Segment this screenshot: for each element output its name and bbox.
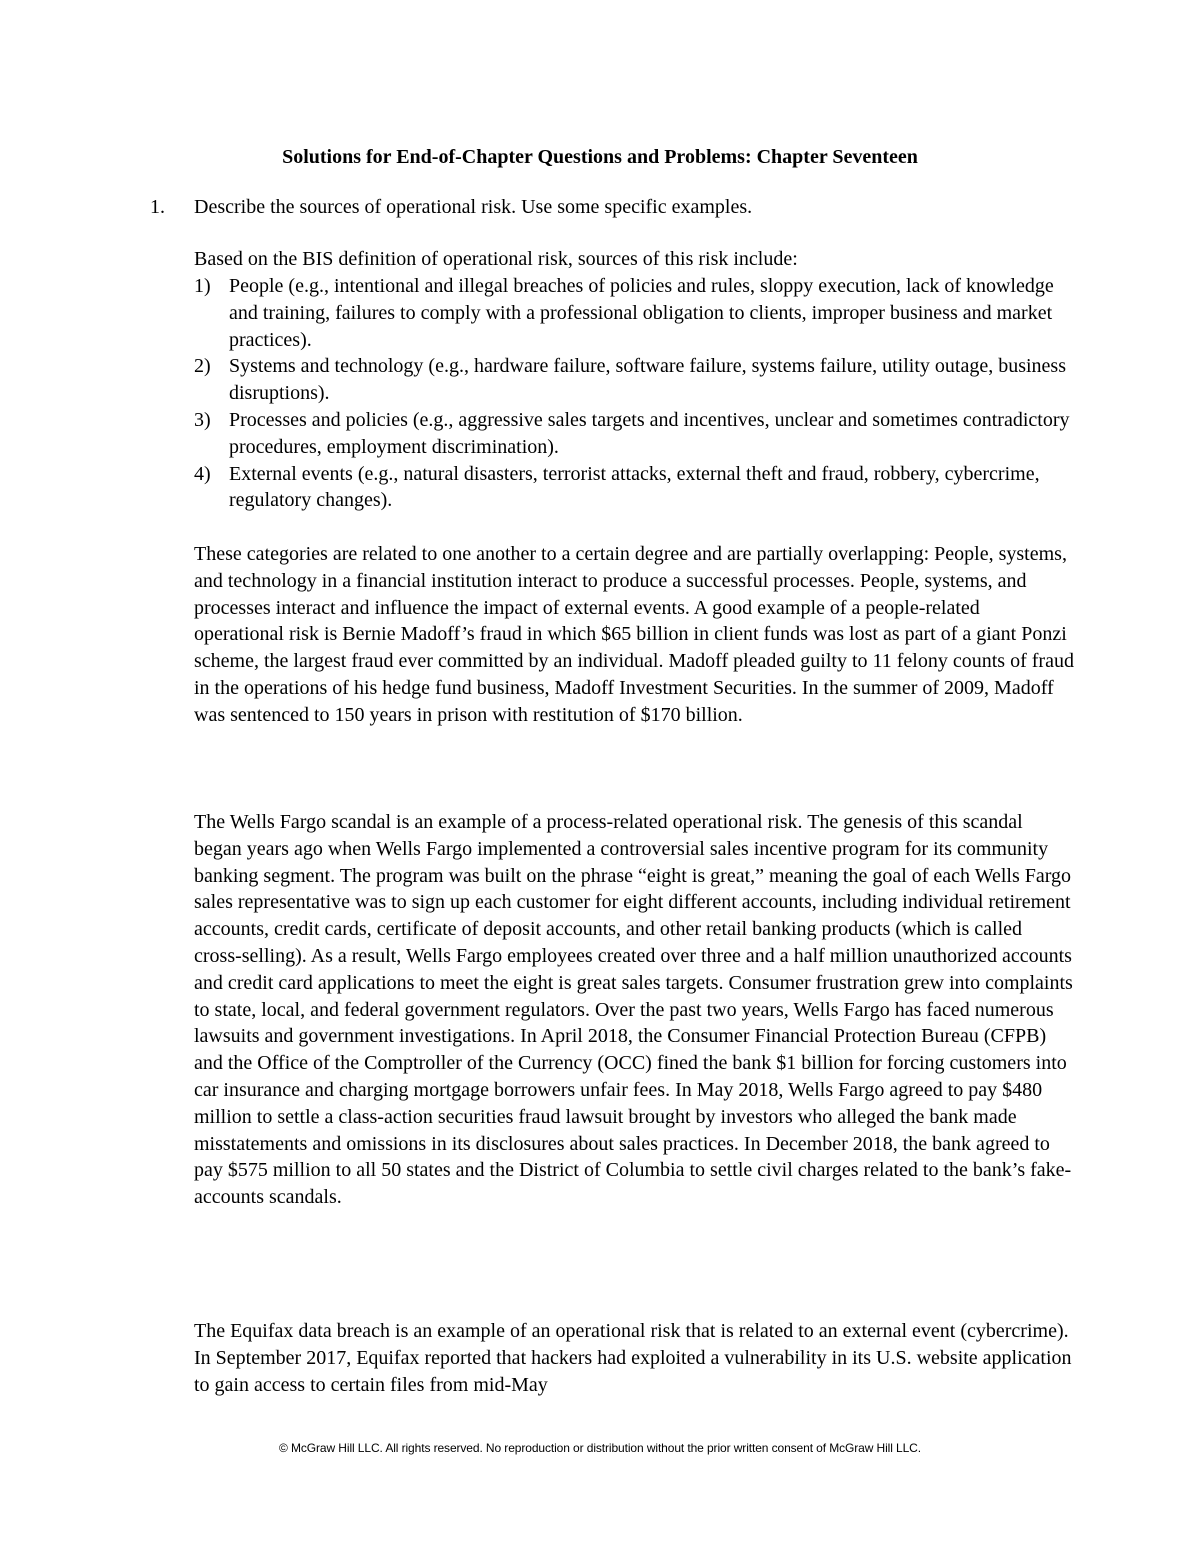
page-title: Solutions for End-of-Chapter Questions and Problems: Chapter Seventeen <box>282 146 918 168</box>
list-item-number: 4) <box>194 462 211 485</box>
paragraph-equifax: The Equifax data breach is an example of an operational risk that is related to an external event (cybercrime). In September 2017, Equifax reported that hackers had exploited a vulnerability in its U.S. website application to gain access to certain files from mid-May <box>194 1320 1072 1396</box>
copyright-footer: © McGraw Hill LLC. All rights reserved. No reproduction or distribution without the prior written consent of McGraw Hill LLC. <box>279 1441 921 1455</box>
list-item-text: External events (e.g., natural disasters, terrorist attacks, external theft and fraud, robbery, cybercrime, regulatory changes). <box>229 462 1040 512</box>
list-item <box>194 407 1074 461</box>
list-item <box>194 353 1074 407</box>
list-item <box>194 273 1074 353</box>
paragraph-wells-fargo: The Wells Fargo scandal is an example of a process-related operational risk. The genesis of this scandal began years ago when Wells Fargo implemented a controversial sales incentive program for its community banking segment. The program was built on the phrase “eight is great,” meaning the goal of each Wells Fargo sales representative was to sign up each customer for eight different accounts, including individual retirement accounts, credit cards, certificate of deposit accounts, and other retail banking products (which is called cross-selling). As a result, Wells Fargo employees created over three and a half million unauthorized accounts and credit card applications to meet the eight is great sales targets. Consumer frustration grew into complaints to state, local, and federal government regulators. Over the past two years, Wells Fargo has faced numerous lawsuits and government investigations. In April 2018, the Consumer Financial Protection Bureau (CFPB) and the Office of the Comptroller of the Currency (OCC) fined the bank $1 billion for forcing customers into car insurance and charging mortgage borrowers unfair fees. In May 2018, Wells Fargo agreed to pay $480 million to settle a class-action securities fraud lawsuit brought by investors who alleged the bank made misstatements and omissions in its disclosures about sales practices. In December 2018, the bank agreed to pay $575 million to all 50 states and the District of Columbia to settle civil charges related to the bank’s fake-accounts scandals. <box>194 811 1073 1209</box>
list-item-number: 1) <box>194 275 211 297</box>
risk-sources-list <box>194 273 1074 514</box>
list-item-number: 2) <box>194 355 211 378</box>
list-item-text: Processes and policies (e.g., aggressive sales targets and incentives, unclear and sometimes contradictory procedures, employment discrimination). <box>229 408 1070 458</box>
intro-text: Based on the BIS definition of operational risk, sources of this risk include: <box>194 248 798 270</box>
question-number: 1. <box>150 196 165 218</box>
list-item <box>194 461 1074 515</box>
list-item-number: 3) <box>194 408 211 431</box>
list-item-text: People (e.g., intentional and illegal breaches of policies and rules, sloppy execution, lack of knowledge and training, failures to comply with a professional obligation to clients, improper business and market practices). <box>229 275 1054 351</box>
paragraph-madoff: These categories are related to one another to a certain degree and are partially overlapping: People, systems, and technology in a financial institution interact to produce a successful processes. People, systems, and processes interact and influence the impact of external events. A good example of a people-related operational risk is Bernie Madoff’s fraud in which $65 billion in client funds was lost as part of a giant Ponzi scheme, the largest fraud ever committed by an individual. Madoff pleaded guilty to 11 felony counts of fraud in the operations of his hedge fund business, Madoff Investment Securities. In the summer of 2009, Madoff was sentenced to 150 years in prison with restitution of $170 billion. <box>194 543 1074 726</box>
list-item-text: Systems and technology (e.g., hardware failure, software failure, systems failure, utility outage, business disruptions). <box>229 355 1066 405</box>
question-text: Describe the sources of operational risk. Use some specific examples. <box>194 196 753 218</box>
